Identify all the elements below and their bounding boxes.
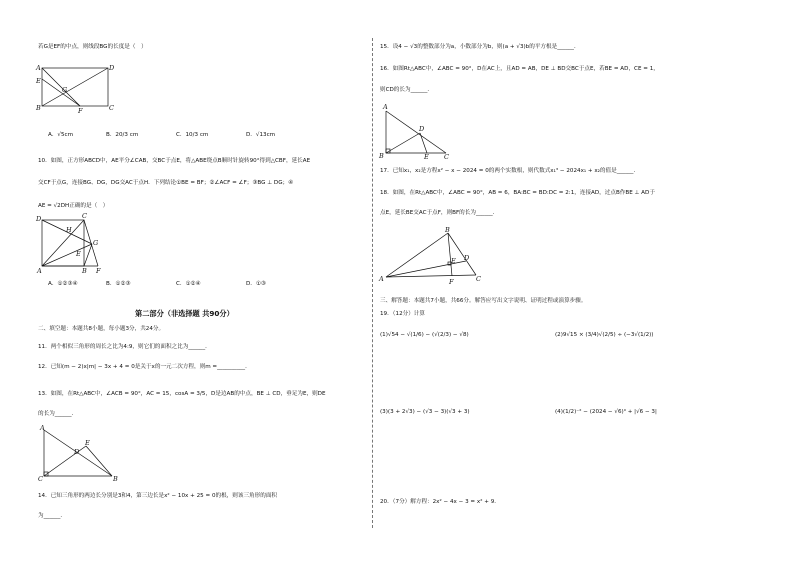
q10-line-2: 交CF于点G，连接BG、DG，DG交AC于点H．下列结论①BE = BF；②∠ACF = ∠F；③BG ⊥ DG；④ <box>38 180 294 186</box>
q9-label-b: B <box>36 104 41 112</box>
q16-label-e: E <box>424 153 429 161</box>
q9-label-d: D <box>109 64 115 72</box>
q15-text: 15．设4 − √3的整数部分为a，小数部分为b，则(a + √3)b的平方根是______． <box>380 44 580 50</box>
q10-label-d: D <box>36 215 42 223</box>
q10-line-1: 10．如图，正方形ABCD中，AE平分∠CAB，交BC于点E，将△ABE绕点B顺时针旋转90°得到△CBF，延长AE <box>38 158 311 164</box>
q18-figure <box>378 225 488 290</box>
q18-label-c: C <box>476 275 481 283</box>
q9-label-a: A <box>36 64 41 72</box>
q9-label-f: F <box>78 107 83 115</box>
q19-part-1: (1)√54 − √(1/6) − (√(2/3) − √8) <box>380 332 469 338</box>
q13-label-a: A <box>40 424 45 432</box>
q9-option-d[interactable]: D．√13cm <box>246 132 276 138</box>
part2-title: 第二部分（非选择题 共90分） <box>135 309 234 318</box>
q10-line-3: AE = √2DH正确的是（ ） <box>38 203 109 209</box>
q13-label-e: E <box>85 439 90 447</box>
q9-figure <box>36 63 116 116</box>
q18-line-1: 18．如图，在Rt△ABC中，∠ABC = 90°，AB = 6，BA:BC = BD:DC = 2:1，连接AD，过点B作BE ⊥ AD于 <box>380 190 655 196</box>
q9-label-e: E <box>36 77 41 85</box>
q19-part-3: (3)(3 + 2√3) − (√3 − 3)(√3 + 3) <box>380 409 470 415</box>
q10-label-a: A <box>37 267 42 275</box>
q10-label-e: E <box>76 250 81 258</box>
q10-option-b[interactable]: B．①②③ <box>106 281 131 287</box>
q18-label-d: D <box>464 254 470 262</box>
q10-option-d[interactable]: D．①③ <box>246 281 266 287</box>
q13-line-1: 13．如图，在Rt△ABC中，∠ACB = 90°，AC = 15，cosA = 3/5，D是边AB的中点，BE ⊥ CD，垂足为E，则DE <box>38 391 326 397</box>
q19-part-4: (4)(1/2)⁻² − (2024 − √6)⁰ + |√6 − 3| <box>555 409 657 415</box>
q16-label-c: C <box>444 153 449 161</box>
q16-line-2: 则CD的长为______． <box>380 87 433 93</box>
q19-part-2: (2)9√15 × (3/4)√(2/5) ÷ (−3√(1/2)) <box>555 332 654 338</box>
q9-label-g: G <box>62 86 68 94</box>
q16-label-d: D <box>419 125 425 133</box>
q13-label-b: B <box>113 475 118 483</box>
q18-line-2: 点E，延长BE交AC于点F，则BF的长为______． <box>380 210 499 216</box>
q16-label-a: A <box>383 103 388 111</box>
q9-option-c[interactable]: C．10/3 cm <box>176 132 209 138</box>
q10-option-c[interactable]: C．①②④ <box>176 281 201 287</box>
q16-line-1: 16．如图Rt△ABC中，∠ABC = 90°，D在AC上，且AD = AB，DE ⊥ BD交BC于点E，若BE = AD，CE = 1， <box>380 66 659 72</box>
section2-heading: 二、填空题：本题共8小题，每小题3分，共24分。 <box>38 326 165 332</box>
q12-text: 12．已知(m − 2)x|m| − 3x + 4 = 0是关于x的一元二次方程，则m =__________． <box>38 364 251 370</box>
q17-text: 17．已知x₁，x₂是方程x² − x − 2024 = 0的两个实数根，则代数式x₁³ − 2024x₁ + x₂的值是______． <box>380 168 640 174</box>
q9-label-c: C <box>109 104 114 112</box>
q9-option-a[interactable]: A．√5cm <box>48 132 74 138</box>
q10-figure <box>36 214 106 277</box>
q10-label-b: B <box>82 267 87 275</box>
q10-option-a[interactable]: A．①②③④ <box>48 281 78 287</box>
q10-label-g: G <box>93 239 99 247</box>
q13-line-2: 的长为______． <box>38 411 78 417</box>
section3-heading: 三、解答题：本题共7小题，共66分。解答应写出文字说明、证明过程或演算步骤。 <box>380 298 587 304</box>
q14-line-1: 14．已知三角形的两边长分别是3和4，第三边长是x² − 10x + 25 = 0的根，则该三角形的面积 <box>38 493 278 499</box>
q11-text: 11．两个相似三角形的周长之比为4:9，则它们的面积之比为______． <box>38 344 211 350</box>
q18-label-b: B <box>445 226 450 234</box>
q14-line-2: 为______． <box>38 513 66 519</box>
q18-label-e: E <box>451 257 456 265</box>
q10-label-f: F <box>96 267 101 275</box>
q16-label-b: B <box>379 152 384 160</box>
q10-label-h: H <box>66 226 72 234</box>
q13-label-c: C <box>38 475 43 483</box>
q9-option-b[interactable]: B．20/3 cm <box>106 132 139 138</box>
q18-label-a: A <box>379 275 384 283</box>
q18-label-f: F <box>449 278 454 286</box>
q9-tail-text: 若G是EF的中点，则线段BG的长度是（ ） <box>38 44 147 50</box>
q13-figure <box>36 424 122 485</box>
q10-label-c: C <box>82 212 87 220</box>
q20-text: 20．（7分）解方程：2x² − 4x − 3 = x² + 9． <box>380 499 500 505</box>
q19-title: 19．（12分）计算 <box>380 311 425 317</box>
q13-label-d: D <box>74 448 80 456</box>
column-divider <box>372 38 373 528</box>
q16-figure <box>378 103 458 164</box>
